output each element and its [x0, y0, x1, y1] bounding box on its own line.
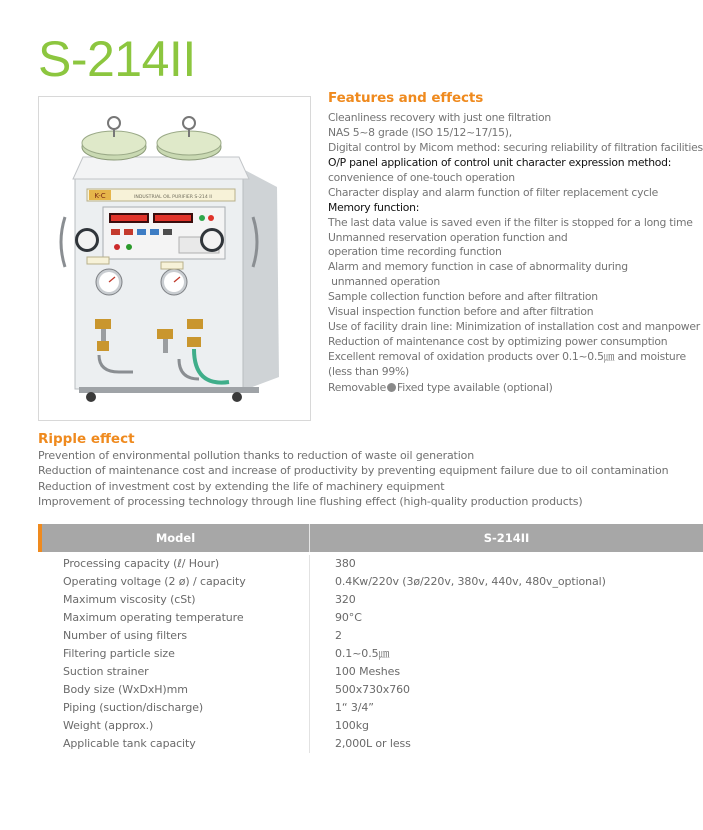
table-row [38, 627, 703, 645]
spec-value: 90°C [335, 611, 362, 624]
spec-value: 1“ 3/4” [335, 701, 374, 714]
features-heading: Features and effects [328, 90, 484, 106]
feature-item: Excellent removal of oxidation products over 0.1~0.5㎛ and moisture [328, 350, 686, 363]
feature-item: The last data value is saved even if the filter is stopped for a long time [328, 215, 693, 229]
table-row [38, 717, 703, 735]
spec-value: 100 Meshes [335, 665, 400, 678]
ripple-section [38, 431, 698, 510]
feature-item: (less than 99%) [328, 364, 409, 378]
panel-logo: K-C [94, 192, 106, 200]
feature-item: Cleanliness recovery with just one filtration [328, 111, 552, 124]
table-row [38, 591, 703, 609]
ripple-item: Prevention of environmental pollution thanks to reduction of waste oil generation [38, 449, 475, 462]
spec-label: Maximum operating temperature [38, 609, 310, 627]
feature-item: convenience of one-touch operation [328, 170, 515, 184]
spec-value: 2 [335, 629, 342, 642]
spec-label: Filtering particle size [38, 645, 310, 663]
spec-value: 0.1~0.5㎛ [335, 647, 390, 660]
page-title: S-214II [38, 31, 196, 87]
table-row [38, 735, 703, 753]
feature-item: Visual inspection function before and after filtration [328, 305, 594, 319]
feature-item: Character display and alarm function of filter replacement cycle [328, 185, 659, 199]
feature-item: Alarm and memory function in case of abnormality during [328, 260, 628, 274]
table-row [38, 681, 703, 699]
spec-label: Operating voltage (2 ø) / capacity [38, 573, 310, 591]
ripple-item: Reduction of maintenance cost and increase of productivity by preventing equipment failure due to oil contamination [38, 464, 669, 478]
product-photo [38, 96, 311, 421]
feature-item: Reduction of maintenance cost by optimizing power consumption [328, 335, 668, 349]
spec-label: Body size (WxDxH)mm [38, 681, 310, 699]
table-row [38, 645, 703, 663]
feature-item: Use of facility drain line: Minimization of installation cost and manpower [328, 320, 700, 334]
spec-header-value: S-214II [483, 531, 530, 545]
feature-item: Unmanned reservation operation function and [328, 230, 568, 244]
spec-value: 0.4Kw/220v (3ø/220v, 380v, 440v, 480v_optional) [335, 575, 606, 588]
table-row [38, 663, 703, 681]
feature-item [328, 381, 700, 396]
ripple-item: Reduction of investment cost by extending the life of machinery equipment [38, 479, 445, 493]
spec-value: 500x730x760 [335, 683, 410, 696]
ripple-list [38, 448, 698, 510]
spec-value: 380 [335, 557, 356, 570]
table-row [38, 609, 703, 627]
bullet-dot-icon [387, 383, 396, 392]
feature-item: NAS 5~8 grade (ISO 15/12~17/15), [328, 125, 512, 139]
spec-table [38, 524, 703, 753]
feature-item: Digital control by Micom method: securing reliability of filtration facilities [328, 140, 703, 154]
feature-subheading: O/P panel application of control unit character expression method: [328, 155, 672, 169]
spec-label: Suction strainer [38, 663, 310, 681]
spec-label: Piping (suction/discharge) [38, 699, 310, 717]
features-section [328, 89, 703, 396]
spec-label: Applicable tank capacity [38, 735, 310, 753]
table-row [38, 555, 703, 573]
feature-item: operation time recording function [328, 245, 502, 259]
spec-label: Processing capacity (ℓ/ Hour) [38, 555, 310, 573]
ripple-heading: Ripple effect [38, 431, 135, 447]
ripple-item: Improvement of processing technology through line flushing effect (high-quality production products) [38, 495, 583, 509]
feature-item: Sample collection function before and after filtration [328, 290, 598, 304]
spec-label: Number of using filters [38, 627, 310, 645]
spec-label: Weight (approx.) [38, 717, 310, 735]
table-row [38, 573, 703, 591]
spec-table-header [38, 524, 703, 552]
spec-value: 2,000L or less [335, 737, 411, 750]
feature-item: unmanned operation [328, 275, 440, 289]
feature-text: Removable [328, 380, 387, 394]
spec-header-model: Model [42, 524, 310, 552]
spec-label: Maximum viscosity (cSt) [38, 591, 310, 609]
table-row [38, 699, 703, 717]
feature-text: Fixed type available (optional) [397, 380, 553, 394]
spec-table-body [38, 555, 703, 753]
features-list [328, 111, 703, 396]
feature-subheading: Memory function: [328, 200, 420, 214]
panel-label: INDUSTRIAL OIL PURIFIER S-214 II [134, 195, 212, 200]
spec-value: 320 [335, 593, 356, 606]
spec-value: 100kg [335, 719, 369, 732]
